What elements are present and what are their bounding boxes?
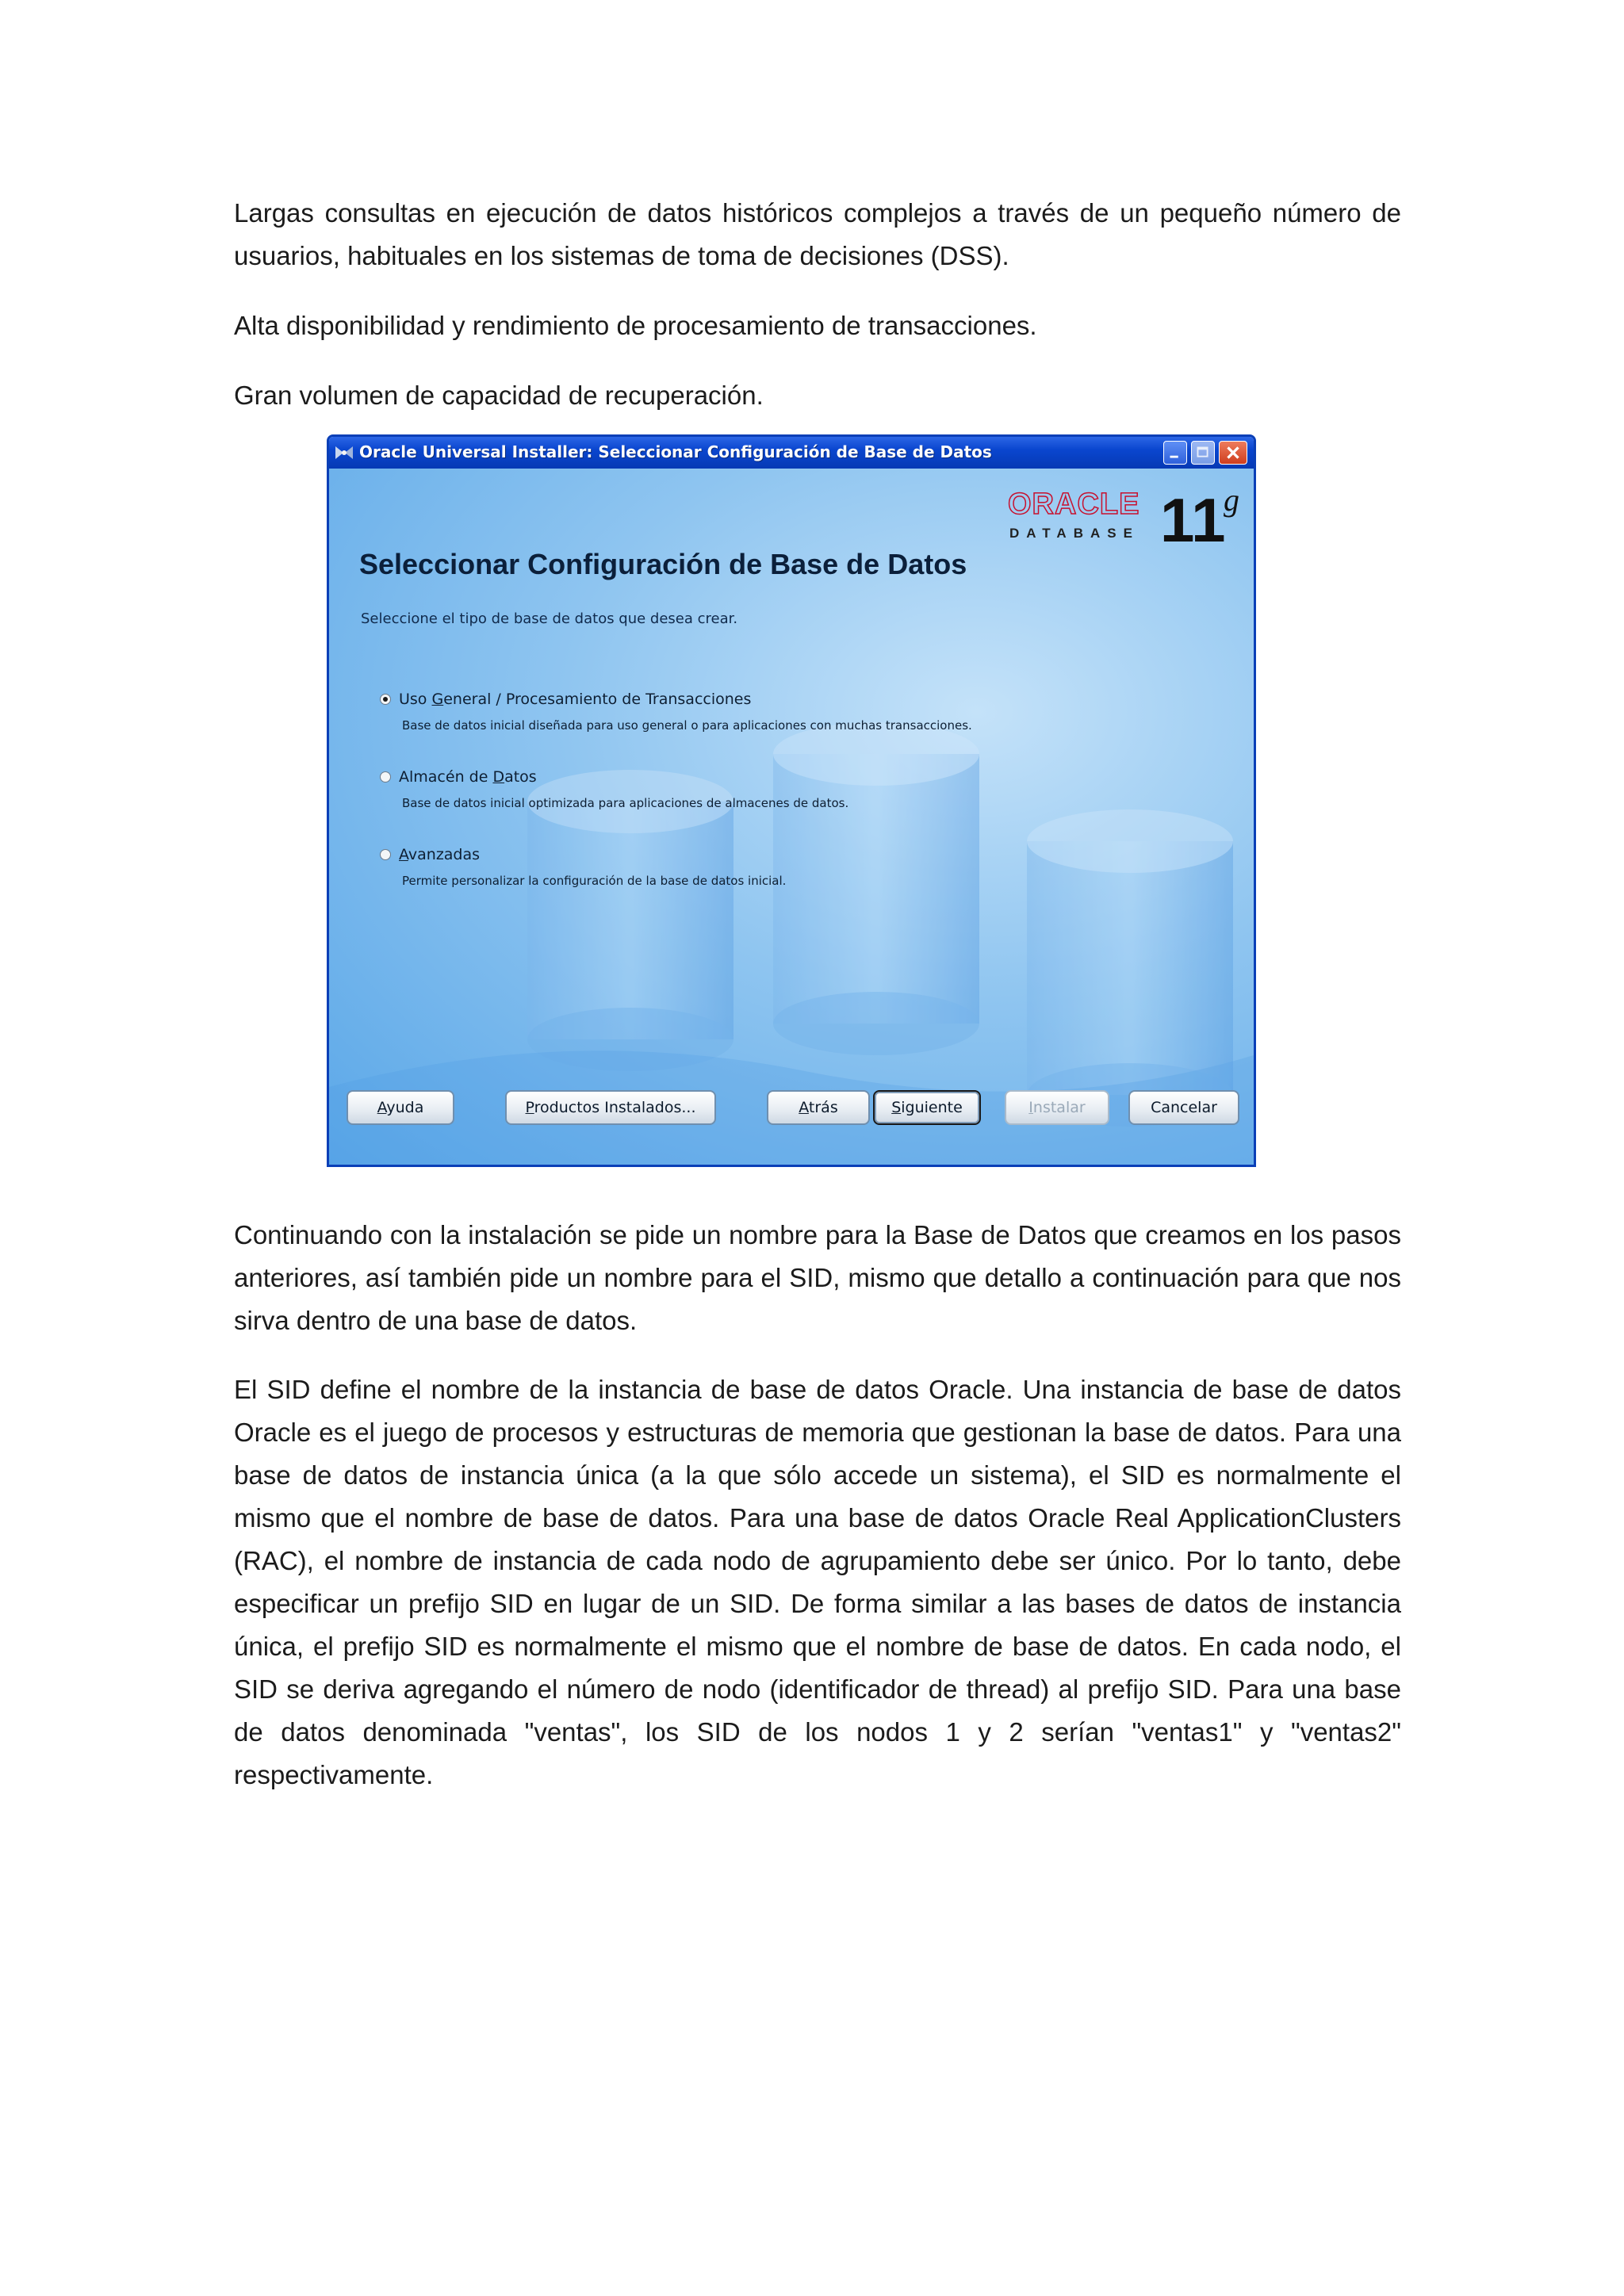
logo-brand: ORACLE [1008, 488, 1140, 521]
installed-products-button[interactable]: Productos Instalados... [505, 1090, 716, 1125]
radio-advanced[interactable] [380, 849, 391, 860]
paragraph-installation-continues: Continuando con la instalación se pide un nombre para la Base de Datos que creamos en los pasos anteriores, así también pide un nombre para el SID, mismo que detallo a continuación para que nos sirva dentro de una base de datos. [234, 1220, 1401, 1335]
page-heading: Seleccionar Configuración de Base de Datos [359, 548, 967, 580]
radio-data-warehouse[interactable] [380, 771, 391, 783]
paragraph-dss: Largas consultas en ejecución de datos históricos complejos a través de un pequeño número de usuarios, habituales en los sistemas de toma de decisiones (DSS). [234, 198, 1401, 270]
back-button[interactable]: Atrás [767, 1090, 870, 1125]
option-label: Uso General / Procesamiento de Transacciones [399, 691, 752, 708]
window-title: Oracle Universal Installer: Seleccionar Configuración de Base de Datos [359, 442, 992, 461]
installer-window-screenshot [327, 434, 1256, 1167]
paragraph-availability: Alta disponibilidad y rendimiento de procesamiento de transacciones. [234, 311, 1037, 340]
next-button[interactable]: Siguiente [873, 1090, 981, 1125]
oracle-database-11g-logo [992, 484, 1246, 556]
option-description: Base de datos inicial optimizada para aplicaciones de almacenes de datos. [402, 796, 849, 810]
close-icon [1220, 442, 1247, 464]
install-button: Instalar [1005, 1090, 1109, 1125]
installer-app-icon [334, 443, 354, 462]
paragraph-sid-definition: El SID define el nombre de la instancia de base de datos Oracle. Una instancia de base de datos Oracle es el juego de procesos y estructuras de memoria que gestionan la base de datos. Para una base de datos de instancia única (a la que sólo accede un sistema), el SID es normalmente el mismo que el nombre de base de datos. Para una base de datos Oracle Real ApplicationClusters (RAC), el nombre de instancia de cada nodo de agrupamiento debe ser único. Por lo tanto, debe especificar un prefijo SID en lugar de un SID. De forma similar a las bases de datos de instancia única, el prefijo SID es normalmente el mismo que el nombre de base de datos. En cada nodo, el SID se deriva agregando el número de nodo (identificador de thread) al prefijo SID. Para una base de datos denominada "ventas", los SID de los nodos 1 y 2 serían "ventas1" y "ventas2" respectivamente. [234, 1375, 1401, 1789]
help-button[interactable]: Ayuda [347, 1090, 454, 1125]
logo-version-suffix: g [1224, 482, 1239, 518]
option-label: Almacén de Datos [399, 768, 537, 786]
option-description: Base de datos inicial diseñada para uso general o para aplicaciones con muchas transacciones. [402, 718, 972, 733]
maximize-icon [1192, 442, 1214, 464]
radio-general-purpose[interactable] [380, 694, 391, 705]
paragraph-recovery: Gran volumen de capacidad de recuperación. [234, 381, 764, 410]
logo-version: 11 [1160, 485, 1226, 555]
option-description: Permite personalizar la configuración de la base de datos inicial. [402, 874, 787, 888]
cancel-button[interactable]: Cancelar [1128, 1090, 1239, 1125]
logo-product: DATABASE [1009, 526, 1139, 541]
page-instruction: Seleccione el tipo de base de datos que desea crear. [361, 610, 738, 627]
minimize-button[interactable] [1163, 441, 1187, 465]
maximize-button [1191, 441, 1215, 465]
minimize-icon [1164, 442, 1186, 464]
installer-client-area [329, 469, 1254, 1165]
title-bar [329, 437, 1254, 469]
close-button[interactable] [1219, 441, 1247, 465]
option-label: Avanzadas [399, 846, 481, 863]
